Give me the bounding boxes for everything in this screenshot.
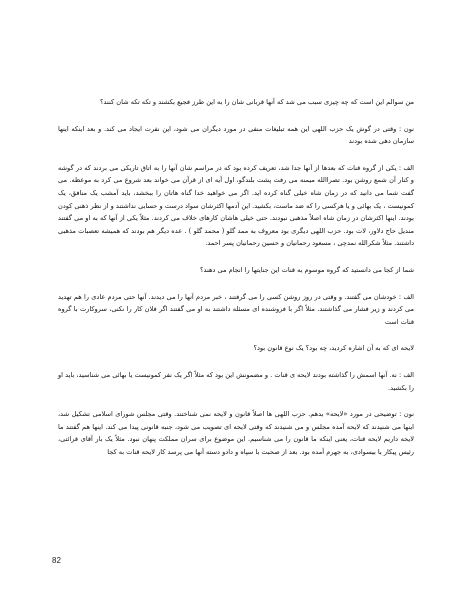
- paragraph-answer-alef-1: الف : یکی از گروه قنات که بعدها از آنها جدا شد، تعریف کرده بود که در مراسم شان آنها را به اتاق تاریکی می بردند که در گوشه و کنار آن شمع روشن بود. تصراالله میمنه می رفت پشت بلندگو، اول آیه ای از قرآن می خواند بعد شروع می کرد به موعظه. می گفت شما می دانید که در زمان شاه خیلی گناه کرده اید. اگر می خواهید خدا گناه هاتان را ببخشد، باید آمشب یک منافق، یک کمونیست ، یک بهائی و یا هرکسی را که ضد ماست، بکشید. این آدمها اکثرشان سواد درست و حسابی نداشتند و از نظر ذهنی کودن بودند. اینها اکثرشان در زمان شاه اصلاً مذهبی نبودند. حتی خیلی هاشان کارهای خلاف می کردند. مثلاً یکی از آنها که به او می گفتند مندیل حاج دلاور، لات بود. حزب اللهی دیگری بود معروف به ممد گلو ( محمد گلو ) . عده دیگر هم بودند که همیشه تعصبات مذهبی داشتند. مثلاً شکرالله نمدچی ، مسعود رحمانیان و حسین رحمانیان پسر احمد.: [58, 163, 414, 248]
- paragraph-question-2: شما از کجا می دانستید که گروه موسوم به قنات این جنایتها را انجام می دهند؟: [200, 265, 414, 274]
- paragraph-answer-alef-3: الف : نه. آنها اسمش را گذاشته بودند لایحه ی قنات . و مضمونش این بود که مثلاً اگر یک نفر کمونیست یا بهائی می شناسید، باید او را بکشید.: [58, 370, 414, 392]
- paragraph-question-1: من سوالم این است که چه چیزی سبب می شد که آنها قربانی شان را به این طرز فجیع بکشند و تکه تکه شان کنند؟: [100, 98, 414, 106]
- paragraph-question-3: لایحه ای که به آن اشاره کردید، چه بود؟ یک نوع قانون بود؟: [253, 344, 414, 353]
- page-number: 82: [52, 556, 61, 565]
- paragraph-answer-noon-2: نون : توضیحی در مورد «لایحه» بدهم. حزب اللهی ها اصلاً قانون و لایحه نمی شناختند. وقتی مجلس شورای اسلامی تشکیل شد، اینها می شنیدند که لایحه آمده مجلس و می شنیدند که وقتی لایحه ای تصویب می شود، جنبه قانونی پیدا می کند. اینها هم گفتند ما لایحه داریم لایحه قنات، یعنی اینکه ما قانون را می شناسیم. این موضوع برای سران مملکت پنهان نبود. مثلاً یک بار آقای قرائتی، رئیس پیکار با بیسوادی، به جهرم آمده بود. بعد از صحبت با سپاه و دادو دسته آنها می پرسد کار لایحه قنات به کجا: [58, 410, 414, 456]
- document-body: [58, 96, 414, 472]
- paragraph-answer-alef-2: الف : خودشان می گفتند. و وقتی در روز روشن کسی را می گرفتند ، خبر مردم آنها را می دیدند. آنها حتی مردم عادی را هم تهدید می کردند و زیر فشار می گذاشتند. مثلاً اگر با فروشنده ای مسئله داشتند به او می گفتند اگر فلان کار را نکنی، سروکارت با گروه قنات است: [58, 292, 414, 326]
- paragraph-answer-noon-1: نون : وقتی در گوش یک حزب اللهی این همه تبلیغات منفی در مورد دیگران می شود، این نفرت ایجاد می کند. و بعد اینکه اینها سازمان دهی شده بودند: [58, 124, 414, 146]
